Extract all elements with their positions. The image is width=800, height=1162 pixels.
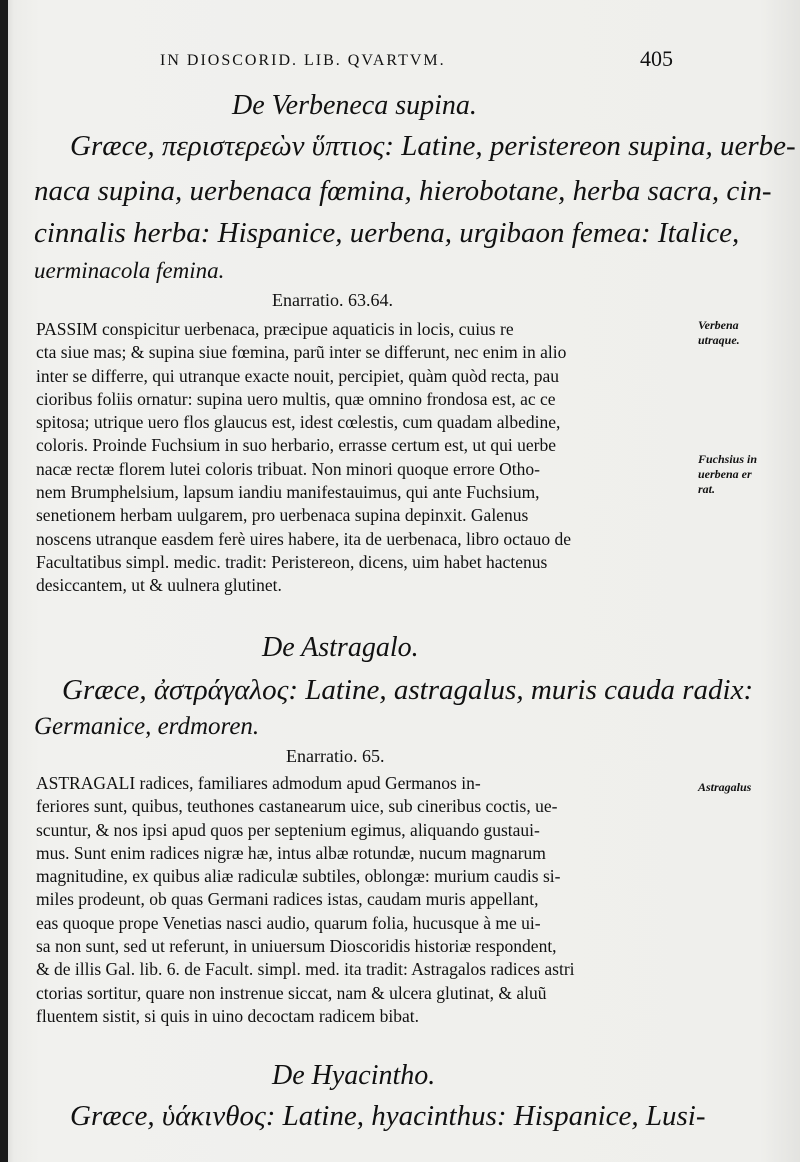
margin-note-line: rat. xyxy=(698,482,716,496)
text-line: magnitudine, ex quibus aliæ radiculæ subtiles, oblongæ: murium caudis si- xyxy=(36,866,561,887)
commentary-text-verbeneca xyxy=(36,318,708,598)
synonym-line: Germanice, erdmoren. xyxy=(34,713,260,740)
text-line: nem Brumphelsium, lapsum iandiu manifestauimus, qui ante Fuchsium, xyxy=(36,482,540,503)
text-line: scuntur, & nos ipsi apud quos per septenium egimus, aliquando gustaui- xyxy=(36,819,540,840)
text-line: feriores sunt, quibus, teuthones castanearum uice, sub cineribus coctis, ue- xyxy=(36,796,558,817)
margin-note xyxy=(698,780,794,795)
section-heading-astragalo: De Astragalo. xyxy=(262,632,419,663)
synonym-line: uerminacola femina. xyxy=(34,258,225,283)
text-line: miles prodeunt, ob quas Germani radices istas, caudam muris appellant, xyxy=(36,889,539,910)
synonym-line: naca supina, uerbenaca fœmina, hierobotane, herba sacra, cin- xyxy=(34,175,772,207)
text-line: mus. Sunt enim radices nigræ hæ, intus albæ rotundæ, nucum magnarum xyxy=(36,842,546,863)
text-line: inter se differre, qui utranque exacte nouit, percipiet, quàm quòd recta, pau xyxy=(36,365,560,386)
book-spine xyxy=(0,0,8,1162)
commentary-text-astragalo xyxy=(36,772,708,1028)
margin-note-line: Astragalus xyxy=(698,780,752,794)
text-line: PASSIM conspicitur uerbenaca, præcipue aquaticis in locis, cuius re xyxy=(36,319,514,339)
text-line: cta siue mas; & supina siue fœmina, parũ inter se differunt, nec enim in alio xyxy=(36,342,567,363)
text-line: fluentem sistit, si quis in uino decoctam radicem bibat. xyxy=(36,1005,419,1026)
text-line: spitosa; utrique uero flos glaucus est, idest cœlestis, cum quadam albedine, xyxy=(36,412,561,433)
synonym-line: Græce, περιστερεὼν ὕπτιος: Latine, peristereon supina, uerbe- xyxy=(70,130,796,162)
synonym-line: Græce, ἀστράγαλος: Latine, astragalus, muris cauda radix: xyxy=(62,674,754,706)
enarratio-label: Enarratio. 63.64. xyxy=(272,290,393,310)
section-heading-verbeneca: De Verbeneca supina. xyxy=(232,90,477,121)
text-line: nacæ rectæ florem lutei coloris tribuat. Non minori quoque errore Otho- xyxy=(36,458,540,479)
text-line: coloris. Proinde Fuchsium in suo herbario, errasse certum est, ut qui uerbe xyxy=(36,435,557,456)
text-line: sa non sunt, sed ut referunt, in uniuersum Dioscoridis historiæ respondent, xyxy=(36,936,557,957)
text-line: noscens utranque easdem ferè uires habere, ita de uerbenaca, libro octauo de xyxy=(36,528,571,549)
text-line: Facultatibus simpl. medic. tradit: Peristereon, dicens, uim habet hactenus xyxy=(36,551,548,572)
enarratio-label: Enarratio. 65. xyxy=(286,746,385,766)
section-heading-hyacintho: De Hyacintho. xyxy=(272,1060,436,1091)
margin-note xyxy=(698,318,794,348)
margin-note-line: uerbena er xyxy=(698,467,752,481)
margin-note-line: Fuchsius in xyxy=(698,452,758,466)
margin-note-line: utraque. xyxy=(698,333,740,347)
text-line: ctorias sortitur, quare non instrenue siccat, nam & ulcera glutinat, & aluũ xyxy=(36,982,547,1003)
text-line: desiccantem, ut & uulnera glutinet. xyxy=(36,575,282,596)
margin-note xyxy=(698,452,794,497)
margin-note-line: Verbena xyxy=(698,318,739,332)
text-line: ASTRAGALI radices, familiares admodum apud Germanos in- xyxy=(36,773,481,793)
text-line: senetionem herbam uulgarem, pro uerbenaca supina depinxit. Galenus xyxy=(36,505,529,526)
page-number: 405 xyxy=(640,46,673,71)
running-title: IN DIOSCORID. LIB. QVARTVM. xyxy=(160,52,446,69)
text-line: eas quoque prope Venetias nasci audio, quarum folia, hucusque à me ui- xyxy=(36,912,541,933)
text-line: cioribus foliis ornatur: supina uero multis, quæ omnino frondosa est, ac ce xyxy=(36,388,556,409)
synonym-line: cinnalis herba: Hispanice, uerbena, urgibaon femea: Italice, xyxy=(34,217,740,249)
synonym-line: Græce, ὑάκινθος: Latine, hyacinthus: Hispanice, Lusi- xyxy=(70,1100,706,1132)
text-line: & de illis Gal. lib. 6. de Facult. simpl. med. ita tradit: Astragalos radices astri xyxy=(36,959,575,980)
